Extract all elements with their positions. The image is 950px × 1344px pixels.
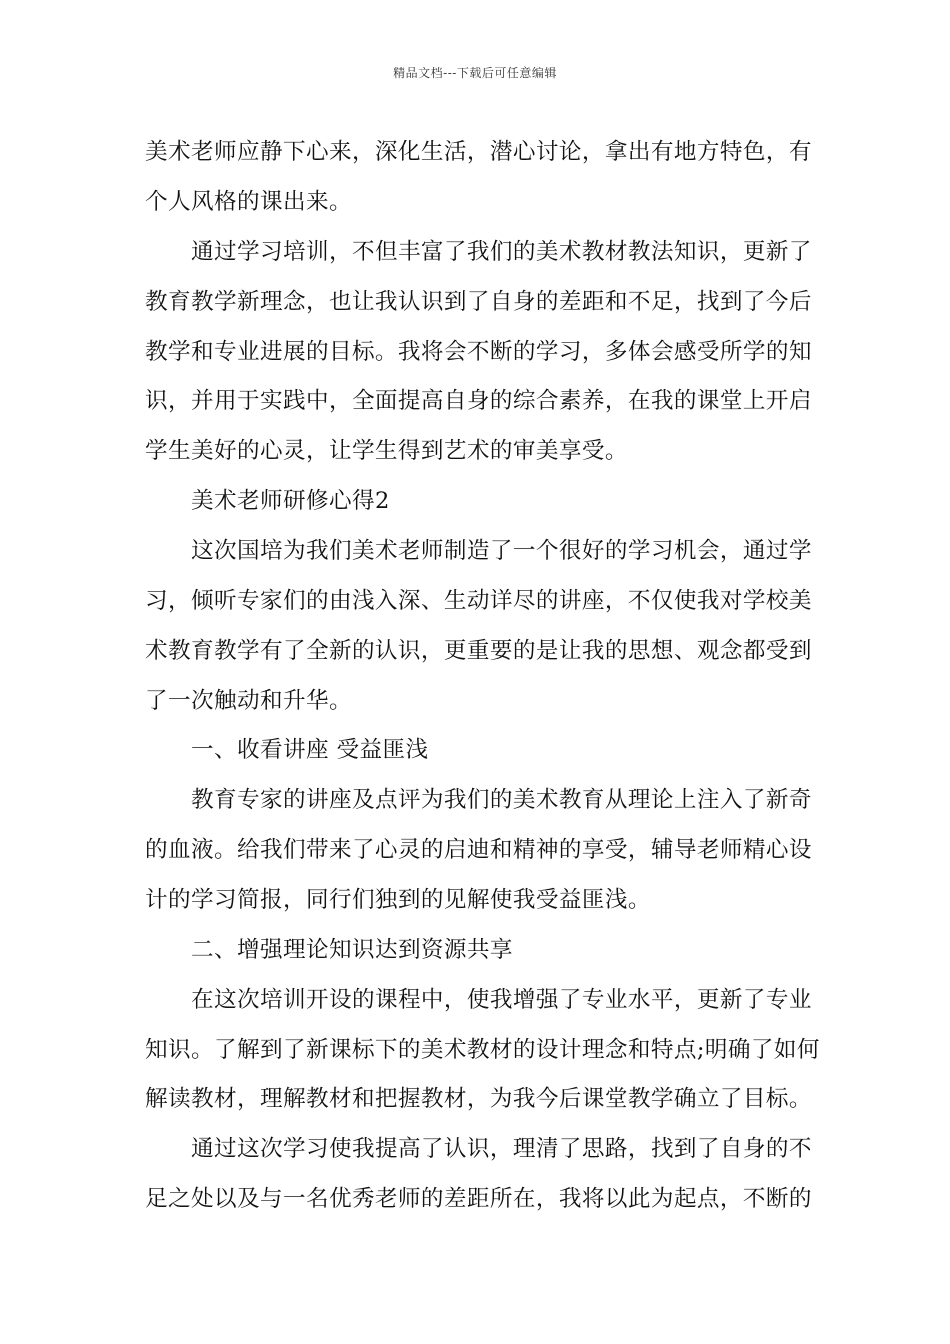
body-line: 教育专家的讲座及点评为我们的美术教育从理论上注入了新奇: [191, 787, 812, 813]
body-line: 通过学习培训，不但丰富了我们的美术教材教法知识，更新了: [191, 239, 812, 265]
body-line: 了一次触动和升华。: [145, 688, 352, 714]
subheading: 一、收看讲座 受益匪浅: [191, 737, 429, 763]
subheading: 二、增强理论知识达到资源共享: [191, 937, 513, 963]
body-line: 术教育教学有了全新的认识，更重要的是让我的思想、观念都受到: [145, 638, 812, 664]
body-line: 解读教材，理解教材和把握教材，为我今后课堂教学确立了目标。: [145, 1086, 812, 1112]
body-line: 教育教学新理念，也让我认识到了自身的差距和不足，找到了今后: [145, 289, 812, 315]
body-line: 这次国培为我们美术老师制造了一个很好的学习机会，通过学: [191, 538, 812, 564]
body-line: 美术老师应静下心来，深化生活，潜心讨论，拿出有地方特色，有: [145, 139, 812, 165]
body-line: 足之处以及与一名优秀老师的差距所在，我将以此为起点，不断的: [145, 1186, 812, 1212]
body-line: 通过这次学习使我提高了认识，理清了思路，找到了自身的不: [191, 1136, 812, 1162]
body-line: 在这次培训开设的课程中，使我增强了专业水平，更新了专业: [191, 987, 812, 1013]
body-line: 识，并用于实践中，全面提高自身的综合素养，在我的课堂上开启: [145, 388, 812, 414]
page-header: 精品文档---下载后可任意编辑: [393, 66, 557, 80]
body-line: 的血液。给我们带来了心灵的启迪和精神的享受，辅导老师精心设: [145, 837, 812, 863]
body-line: 习，倾听专家们的由浅入深、生动详尽的讲座，不仅使我对学校美: [145, 588, 812, 614]
section-heading: 美术老师研修心得2: [191, 488, 390, 514]
body-line: 学生美好的心灵，让学生得到艺术的审美享受。: [145, 438, 628, 464]
body-line: 计的学习简报，同行们独到的见解使我受益匪浅。: [145, 887, 651, 913]
body-line: 个人风格的课出来。: [145, 189, 352, 215]
body-line: 知识。了解到了新课标下的美术教材的设计理念和特点;明确了如何: [145, 1037, 820, 1063]
body-line: 教学和专业进展的目标。我将会不断的学习，多体会感受所学的知: [145, 339, 812, 365]
